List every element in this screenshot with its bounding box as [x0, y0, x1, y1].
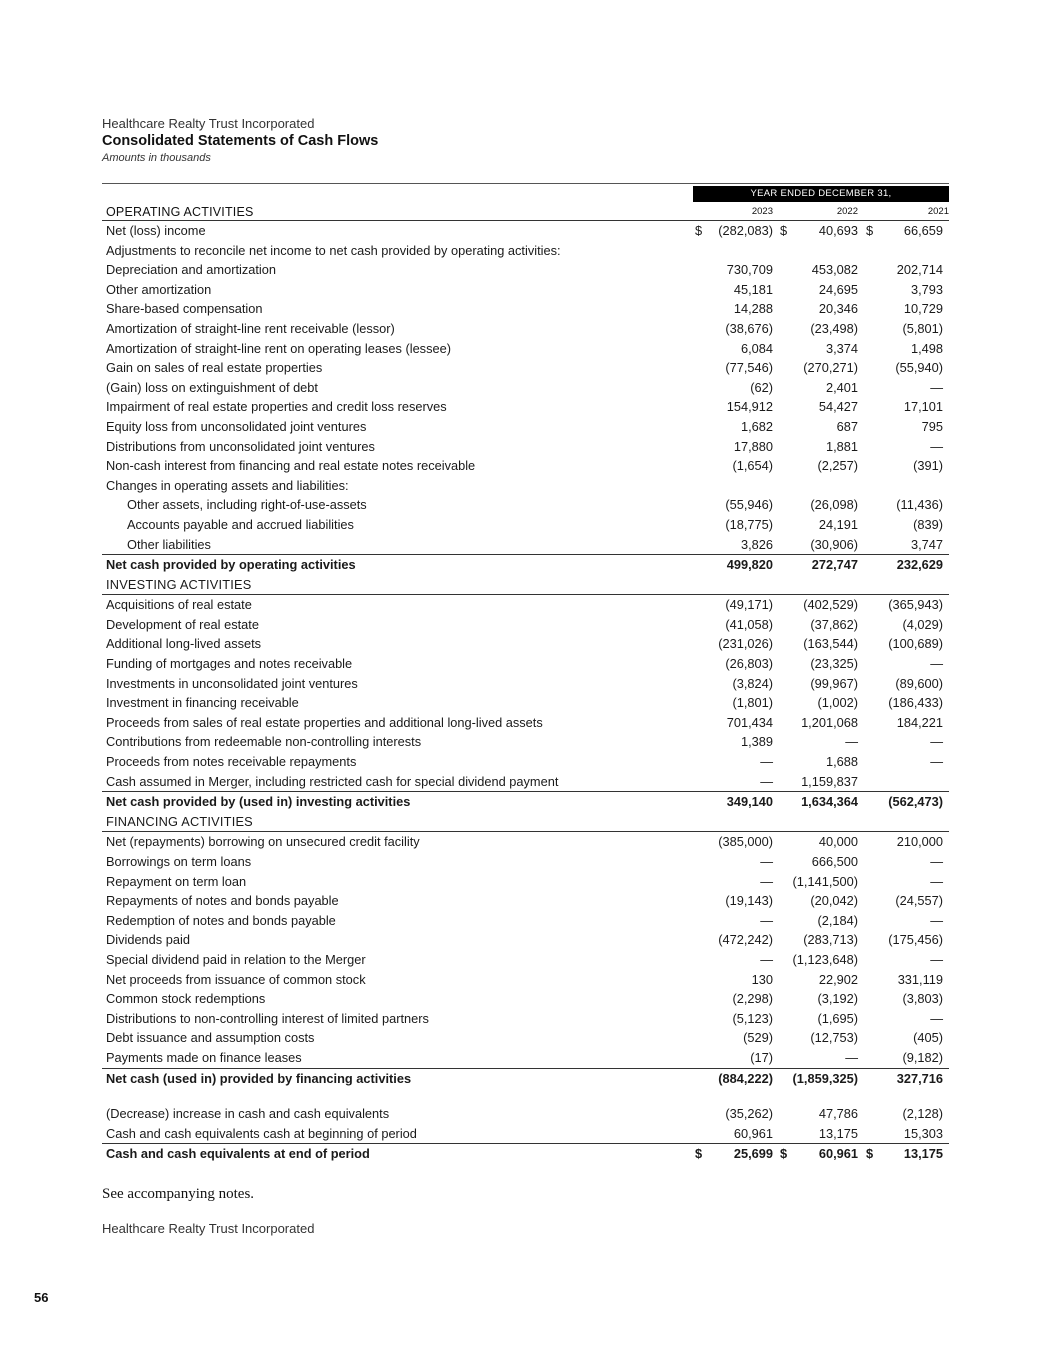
value-2021: 15,303 — [903, 1125, 943, 1141]
value-2021: 13,175 — [903, 1146, 943, 1162]
operating-total-row — [102, 554, 949, 575]
value-2023: (18,775) — [725, 516, 773, 532]
statement-title: Consolidated Statements of Cash Flows — [102, 133, 379, 149]
table-row — [102, 872, 949, 892]
value-2023: (5,123) — [732, 1010, 773, 1026]
table-row — [102, 515, 949, 535]
table-row — [102, 417, 949, 437]
row-label: Cash and cash equivalents cash at beginning of period — [106, 1125, 417, 1141]
table-row — [102, 713, 949, 733]
row-label: Borrowings on term loans — [106, 854, 252, 869]
value-2023: 6,084 — [740, 340, 773, 356]
table-row — [102, 1048, 949, 1068]
value-2021: 331,119 — [897, 971, 943, 987]
value-2022: (1,695) — [817, 1010, 858, 1026]
value-2023: 14,288 — [733, 301, 773, 317]
row-label: Investments in unconsolidated joint ventures — [106, 675, 358, 691]
table-row — [102, 339, 949, 359]
value-2021: (2,128) — [902, 1106, 943, 1122]
table-row — [102, 772, 949, 792]
value-2021: 232,629 — [896, 557, 943, 573]
value-2022: 2,401 — [825, 379, 858, 395]
section-label: FINANCING ACTIVITIES — [106, 813, 253, 829]
value-2023: — — [760, 951, 773, 967]
cash-flow-table — [102, 183, 949, 1164]
value-2023: — — [760, 773, 773, 789]
value-2022: 40,693 — [818, 223, 858, 238]
value-2021: 66,659 — [903, 223, 943, 238]
value-2023: 25,699 — [733, 1146, 773, 1162]
value-2023: (77,546) — [725, 360, 773, 376]
financing-section — [102, 812, 949, 1088]
row-label: Net cash provided by (used in) investing activities — [106, 794, 411, 810]
value-2022: 3,374 — [825, 340, 858, 356]
table-row — [102, 280, 949, 300]
value-2021: — — [930, 379, 943, 395]
table-row — [102, 1028, 949, 1048]
value-2022: 22,902 — [818, 971, 858, 987]
operating-activities-heading: OPERATING ACTIVITIES — [106, 205, 254, 219]
row-label: Proceeds from notes receivable repayments — [106, 754, 357, 770]
value-2023: (55,946) — [725, 497, 773, 513]
statement-subtitle: Amounts in thousands — [102, 152, 211, 164]
value-2022: (3,192) — [817, 991, 858, 1007]
row-label: Proceeds from sales of real estate properties and additional long-lived assets — [106, 714, 543, 730]
row-label: (Decrease) increase in cash and cash equivalents — [106, 1106, 390, 1122]
row-label: Net (repayments) borrowing on unsecured credit facility — [106, 834, 420, 850]
company-name: Healthcare Realty Trust Incorporated — [102, 116, 315, 131]
row-label: Repayment on term loan — [106, 873, 247, 889]
dollar-sign: $ — [695, 1146, 703, 1162]
table-row — [102, 1009, 949, 1029]
row-label: Accounts payable and accrued liabilities — [127, 516, 354, 532]
table-row — [102, 654, 949, 674]
value-2023: 45,181 — [733, 281, 773, 297]
row-label: Amortization of straight-line rent on operating leases (lessee) — [106, 340, 451, 356]
value-2022: 20,346 — [818, 301, 858, 317]
table-row — [102, 674, 949, 694]
row-label: Other amortization — [106, 281, 212, 297]
year-2021-header: 2021 — [927, 206, 949, 217]
row-label: Redemption of notes and bonds payable — [106, 912, 336, 928]
value-2022: (1,002) — [817, 695, 858, 711]
table-row — [102, 1104, 949, 1124]
investing-total-row — [102, 791, 949, 812]
table-row — [102, 752, 949, 772]
value-2022: (2,184) — [817, 912, 858, 928]
value-2023: (62) — [750, 379, 773, 395]
value-2021: 795 — [921, 418, 943, 434]
value-2021: — — [930, 873, 943, 889]
table-row — [102, 299, 949, 319]
row-label: Development of real estate — [106, 616, 259, 632]
value-2023: — — [760, 854, 773, 869]
row-label: Amortization of straight-line rent receivable (lessor) — [106, 320, 395, 336]
value-2023: (38,676) — [725, 320, 773, 336]
value-2023: 154,912 — [726, 399, 773, 415]
value-2022: (20,042) — [810, 893, 858, 909]
value-2022: (99,967) — [810, 675, 858, 691]
table-row — [102, 221, 949, 241]
value-2021: 10,729 — [903, 301, 943, 317]
value-2023: 730,709 — [726, 262, 773, 278]
year-2023-header: 2023 — [751, 206, 773, 217]
value-2021: — — [930, 854, 943, 869]
value-2021: (11,436) — [896, 497, 943, 513]
table-row — [102, 241, 949, 261]
column-header-row — [102, 184, 949, 221]
table-row — [102, 260, 949, 280]
value-2022: (1,141,500) — [792, 873, 858, 889]
value-2021: (562,473) — [888, 794, 943, 810]
row-label: Distributions from unconsolidated joint ventures — [106, 438, 375, 454]
value-2022: 60,961 — [818, 1146, 858, 1162]
summary-total-row — [102, 1143, 949, 1164]
row-label: Cash assumed in Merger, including restricted cash for special dividend payment — [106, 773, 559, 789]
table-row — [102, 891, 949, 911]
value-2023: (884,222) — [718, 1070, 773, 1086]
value-2022: (270,271) — [803, 360, 858, 376]
value-2022: 687 — [836, 418, 858, 434]
value-2021: (839) — [913, 516, 943, 532]
dollar-sign: $ — [780, 223, 788, 238]
row-label: Investment in financing receivable — [106, 695, 299, 711]
value-2022: 24,695 — [818, 281, 858, 297]
value-2023: 701,434 — [726, 714, 773, 730]
table-row — [102, 358, 949, 378]
value-2023: (17) — [750, 1049, 773, 1065]
year-2022-header: 2022 — [836, 206, 858, 217]
row-label: Special dividend paid in relation to the Merger — [106, 951, 366, 967]
value-2022: 666,500 — [811, 854, 858, 869]
value-2023: (472,242) — [718, 932, 773, 948]
value-2021: 3,747 — [910, 536, 943, 552]
value-2023: 499,820 — [726, 557, 773, 573]
value-2023: (26,803) — [725, 656, 773, 672]
row-label: Equity loss from unconsolidated joint ventures — [106, 418, 367, 434]
investing-activities-heading — [102, 575, 949, 596]
value-2022: 24,191 — [818, 516, 858, 532]
row-label: Additional long-lived assets — [106, 636, 262, 652]
value-2022: (30,906) — [810, 536, 858, 552]
value-2023: (385,000) — [718, 834, 773, 850]
table-row — [102, 456, 949, 476]
row-label: Net (loss) income — [106, 223, 206, 238]
value-2023: (282,083) — [718, 223, 773, 238]
value-2023: — — [760, 912, 773, 928]
table-row — [102, 989, 949, 1009]
table-row — [102, 634, 949, 654]
spacer — [102, 1088, 949, 1104]
value-2021: (100,689) — [888, 636, 943, 652]
value-2023: (2,298) — [732, 991, 773, 1007]
summary-section — [102, 1104, 949, 1164]
table-row — [102, 535, 949, 555]
table-row — [102, 1124, 949, 1144]
value-2023: 1,389 — [740, 734, 773, 750]
table-row — [102, 615, 949, 635]
year-ended-band: YEAR ENDED DECEMBER 31, — [693, 186, 949, 202]
row-label: (Gain) loss on extinguishment of debt — [106, 379, 318, 395]
row-label: Funding of mortgages and notes receivable — [106, 656, 353, 672]
row-label: Distributions to non-controlling interest of limited partners — [106, 1010, 429, 1026]
value-2022: (23,325) — [810, 656, 858, 672]
value-2023: (1,654) — [732, 458, 773, 474]
value-2023: (49,171) — [725, 597, 773, 613]
section-label: INVESTING ACTIVITIES — [106, 576, 252, 592]
table-row — [102, 397, 949, 417]
value-2022: 47,786 — [818, 1106, 858, 1122]
value-2022: 40,000 — [818, 834, 858, 850]
value-2022: (402,529) — [803, 597, 858, 613]
value-2023: 17,880 — [733, 438, 773, 454]
table-row — [102, 437, 949, 457]
value-2021: — — [930, 1010, 943, 1026]
table-row — [102, 852, 949, 872]
financing-total-row — [102, 1068, 949, 1089]
dollar-sign: $ — [780, 1146, 788, 1162]
value-2022: (1,123,648) — [792, 951, 858, 967]
value-2023: — — [760, 873, 773, 889]
value-2022: 1,634,364 — [801, 794, 858, 810]
value-2021: 17,101 — [903, 399, 943, 415]
value-2022: (283,713) — [803, 932, 858, 948]
value-2021: (5,801) — [902, 320, 943, 336]
value-2022: 1,688 — [825, 754, 858, 770]
table-row — [102, 495, 949, 515]
value-2021: (365,943) — [888, 597, 943, 613]
value-2021: 3,793 — [910, 281, 943, 297]
value-2021: (3,803) — [902, 991, 943, 1007]
value-2021: — — [930, 656, 943, 672]
value-2022: (1,859,325) — [792, 1070, 858, 1086]
value-2021: (24,557) — [895, 893, 943, 909]
row-label: Adjustments to reconcile net income to net cash provided by operating activities: — [106, 242, 561, 258]
value-2022: (12,753) — [810, 1030, 858, 1046]
row-label: Debt issuance and assumption costs — [106, 1030, 315, 1046]
value-2022: 272,747 — [811, 557, 858, 573]
operating-section — [102, 221, 949, 575]
row-label: Acquisitions of real estate — [106, 597, 252, 613]
row-label: Impairment of real estate properties and credit loss reserves — [106, 399, 447, 415]
row-label: Payments made on finance leases — [106, 1049, 302, 1065]
table-row — [102, 732, 949, 752]
value-2022: (163,544) — [803, 636, 858, 652]
value-2023: 60,961 — [733, 1125, 773, 1141]
value-2021: (89,600) — [895, 675, 943, 691]
value-2021: — — [930, 912, 943, 928]
value-2021: (4,029) — [902, 616, 943, 632]
table-row — [102, 693, 949, 713]
value-2023: — — [760, 754, 773, 770]
row-label: Share-based compensation — [106, 301, 263, 317]
value-2021: (405) — [913, 1030, 943, 1046]
value-2021: — — [930, 951, 943, 967]
table-row — [102, 319, 949, 339]
value-2022: (26,098) — [810, 497, 858, 513]
value-2021: — — [930, 754, 943, 770]
value-2021: — — [930, 734, 943, 750]
value-2023: (35,262) — [725, 1106, 773, 1122]
value-2022: 1,201,068 — [801, 714, 858, 730]
value-2021: 202,714 — [896, 262, 943, 278]
row-label: Depreciation and amortization — [106, 262, 277, 278]
value-2022: 13,175 — [818, 1125, 858, 1141]
row-label: Net proceeds from issuance of common stock — [106, 971, 366, 987]
value-2023: (19,143) — [725, 893, 773, 909]
value-2022: (37,862) — [810, 616, 858, 632]
value-2022: 1,881 — [825, 438, 858, 454]
value-2022: 1,159,837 — [801, 773, 858, 789]
dollar-sign: $ — [866, 223, 874, 238]
value-2023: 349,140 — [726, 794, 773, 810]
value-2023: (231,026) — [718, 636, 773, 652]
row-label: Net cash provided by operating activities — [106, 557, 356, 573]
table-row — [102, 950, 949, 970]
row-label: Changes in operating assets and liabilities: — [106, 477, 349, 493]
value-2023: (1,801) — [732, 695, 773, 711]
dollar-sign: $ — [695, 223, 703, 238]
value-2022: 54,427 — [818, 399, 858, 415]
value-2023: 3,826 — [740, 536, 773, 552]
value-2022: — — [845, 1049, 858, 1065]
value-2021: 1,498 — [910, 340, 943, 356]
value-2022: 453,082 — [811, 262, 858, 278]
table-row — [102, 378, 949, 398]
value-2023: 1,682 — [740, 418, 773, 434]
row-label: Other liabilities — [127, 536, 211, 552]
value-2021: — — [930, 438, 943, 454]
value-2021: (391) — [913, 458, 943, 474]
row-label: Dividends paid — [106, 932, 190, 948]
row-label: Common stock redemptions — [106, 991, 266, 1007]
table-row — [102, 970, 949, 990]
row-label: Contributions from redeemable non-controlling interests — [106, 734, 422, 750]
value-2021: (186,433) — [888, 695, 943, 711]
table-row — [102, 930, 949, 950]
table-row — [102, 595, 949, 615]
accompanying-notes: See accompanying notes. — [102, 1186, 255, 1202]
value-2023: 130 — [751, 971, 773, 987]
dollar-sign: $ — [866, 1146, 874, 1162]
footer-company: Healthcare Realty Trust Incorporated — [102, 1221, 315, 1236]
statement-header — [102, 116, 378, 166]
value-2023: (529) — [743, 1030, 773, 1046]
page-number: 56 — [34, 1290, 49, 1305]
table-row — [102, 911, 949, 931]
table-row — [102, 476, 949, 496]
row-label: Gain on sales of real estate properties — [106, 360, 323, 376]
row-label: Cash and cash equivalents at end of period — [106, 1146, 370, 1162]
value-2021: (9,182) — [902, 1049, 943, 1065]
value-2023: (41,058) — [725, 616, 773, 632]
value-2021: (55,940) — [895, 360, 943, 376]
value-2021: (175,456) — [888, 932, 943, 948]
value-2023: (3,824) — [732, 675, 773, 691]
value-2022: — — [845, 734, 858, 750]
row-label: Repayments of notes and bonds payable — [106, 893, 339, 909]
financing-activities-heading — [102, 812, 949, 833]
value-2022: (2,257) — [817, 458, 858, 474]
row-label: Other assets, including right-of-use-assets — [127, 497, 367, 513]
table-row — [102, 832, 949, 852]
value-2021: 327,716 — [896, 1070, 943, 1086]
row-label: Non-cash interest from financing and real estate notes receivable — [106, 458, 476, 474]
value-2021: 184,221 — [896, 714, 943, 730]
value-2021: 210,000 — [896, 834, 943, 850]
investing-section — [102, 575, 949, 812]
row-label: Net cash (used in) provided by financing activities — [106, 1070, 412, 1086]
value-2022: (23,498) — [810, 320, 858, 336]
